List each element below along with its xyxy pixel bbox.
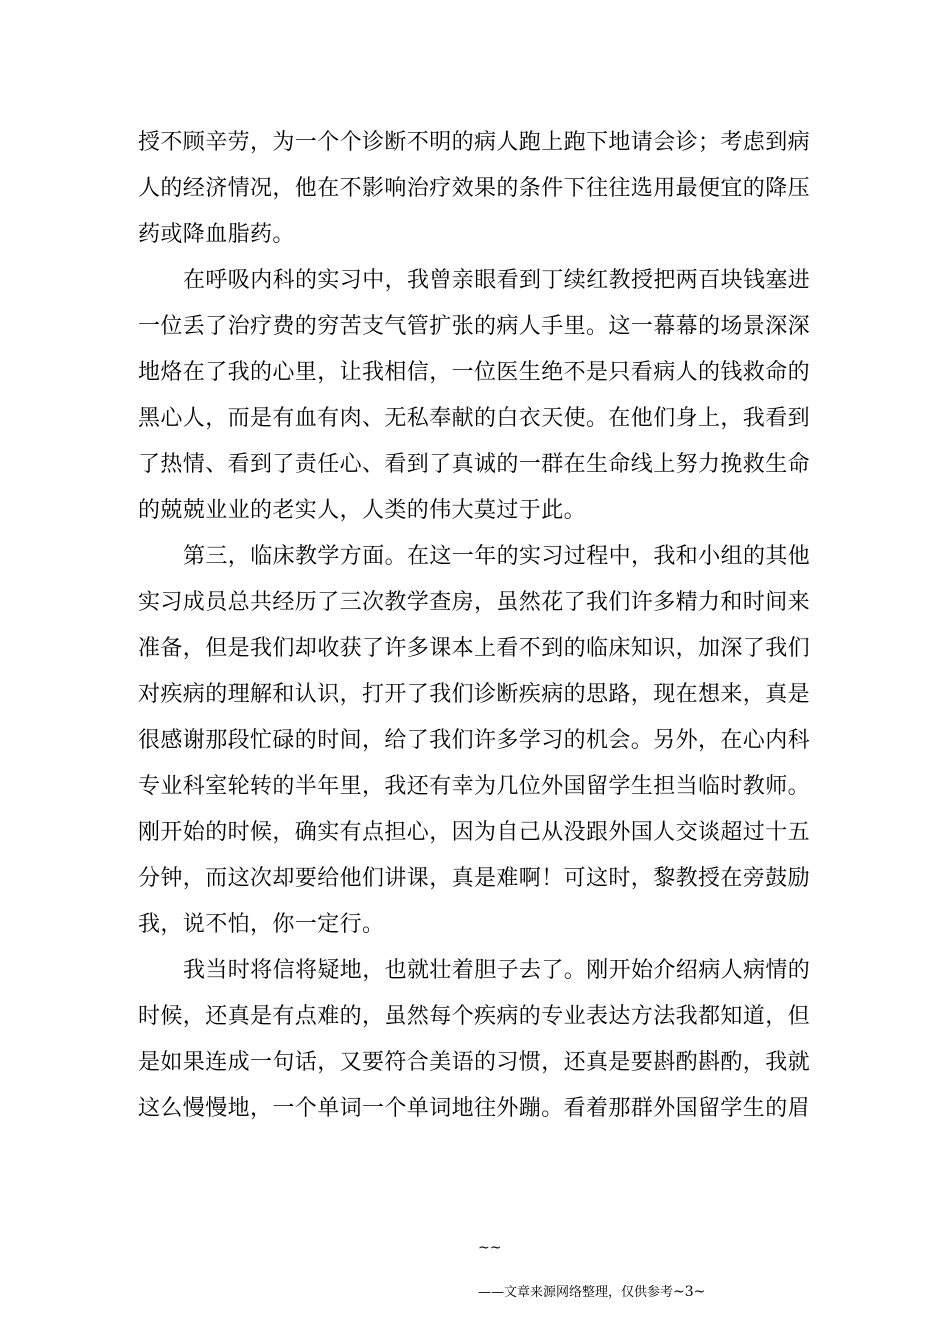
text-line: 的兢兢业业的老实人，人类的伟大莫过于此。 <box>138 498 587 523</box>
text-line: 地烙在了我的心里，让我相信，一位医生绝不是只看病人的钱救命的 <box>138 360 811 385</box>
text-line: 一位丢了治疗费的穷苦支气管扩张的病人手里。这一幕幕的场景深深 <box>138 314 811 339</box>
paragraph-start-line: 我当时将信将疑地，也就壮着胆子去了。刚开始介绍病人病情的 <box>183 958 811 983</box>
text-line: 人的经济情况，他在不影响治疗效果的条件下往往选用最便宜的降压 <box>138 176 811 201</box>
text-line: 分钟，而这次却要给他们讲课，真是难啊！可这时，黎教授在旁鼓励 <box>138 866 811 891</box>
text-line: 很感谢那段忙碌的时间，给了我们许多学习的机会。另外，在心内科 <box>138 728 811 753</box>
paragraph-start-line: 在呼吸内科的实习中，我曾亲眼看到丁续红教授把两百块钱塞进 <box>183 268 811 293</box>
text-line: 我，说不怕，你一定行。 <box>138 912 385 937</box>
body-text <box>138 120 820 1132</box>
footer-source-text: ——文章来源网络整理，仅供参考 <box>478 1285 674 1300</box>
text-line: 对疾病的理解和认识，打开了我们诊断疾病的思路，现在想来，真是 <box>138 682 811 707</box>
text-line: 专业科室轮转的半年里，我还有幸为几位外国留学生担当临时教师。 <box>138 774 811 799</box>
text-line: 这么慢慢地，一个单词一个单词地往外蹦。看着那群外国留学生的眉 <box>138 1096 811 1121</box>
text-line: 是如果连成一句话，又要符合美语的习惯，还真是要斟酌斟酌，我就 <box>138 1050 811 1075</box>
text-line: 准备，但是我们却收获了许多课本上看不到的临床知识，加深了我们 <box>138 636 811 661</box>
text-line: 授不顾辛劳，为一个个诊断不明的病人跑上跑下地请会诊；考虑到病 <box>138 130 811 155</box>
text-line: 黑心人，而是有血有肉、无私奉献的白衣天使。在他们身上，我看到 <box>138 406 811 431</box>
text-line: 时候，还真是有点难的，虽然每个疾病的专业表达方法我都知道，但 <box>138 1004 811 1029</box>
text-line: 药或降血脂药。 <box>138 222 295 247</box>
text-line: 实习成员总共经历了三次教学查房，虽然花了我们许多精力和时间来 <box>138 590 811 615</box>
text-line: 刚开始的时候，确实有点担心，因为自己从没跟外国人交谈超过十五 <box>138 820 811 845</box>
text-line: 了热情、看到了责任心、看到了真诚的一群在生命线上努力挽救生命 <box>138 452 811 477</box>
page-number: ~3~ <box>673 1284 706 1300</box>
footer-note <box>478 1281 705 1300</box>
paragraph-start-line: 第三，临床教学方面。在这一年的实习过程中，我和小组的其他 <box>183 544 811 569</box>
footer-mark: ~~ <box>478 1240 502 1256</box>
